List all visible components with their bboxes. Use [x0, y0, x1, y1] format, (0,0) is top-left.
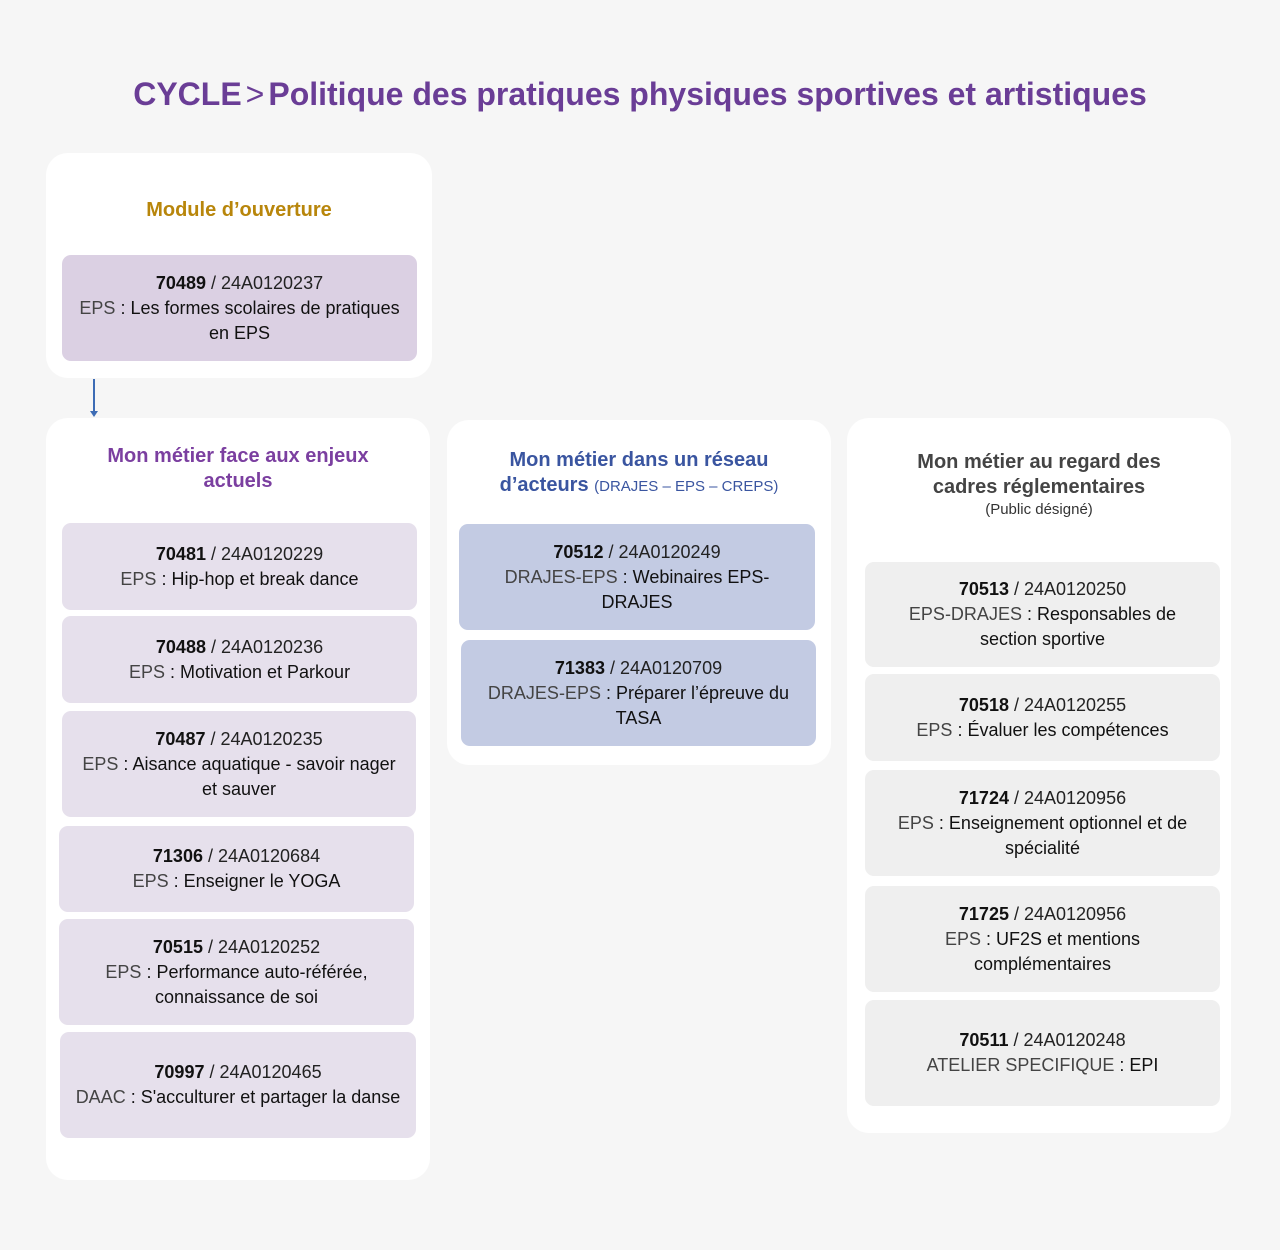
arrow-head-icon	[90, 411, 98, 417]
col1-course-card	[62, 616, 417, 703]
course-reference: 24A0120252	[217, 936, 321, 957]
course-id-line: 71724 / 24A0120956	[958, 787, 1127, 808]
col1-course-card	[62, 711, 416, 817]
course-title-line: DRAJES-EPS : Préparer l’épreuve du TASA	[487, 682, 790, 728]
course-id-line: 70511 / 24A0120248	[959, 1030, 1126, 1050]
course-reference: 24A0120956	[1023, 787, 1127, 808]
col2-course-card	[459, 524, 815, 630]
course-category: DRAJES-EPS	[487, 682, 601, 703]
course-id-line: 70515 / 24A0120252	[152, 936, 321, 957]
col3-course-card	[865, 886, 1220, 992]
course-category: EPS	[897, 812, 934, 833]
course-reference: 24A0120709	[619, 657, 723, 678]
course-code: 71725	[958, 903, 1009, 924]
course-id-line: 71725 / 24A0120956	[958, 903, 1127, 924]
course-id-line: 71306 / 24A0120684	[152, 846, 321, 866]
course-name: Les formes scolaires de pratiques en EPS	[130, 297, 400, 343]
col3-course-card	[865, 674, 1220, 761]
title-separator: >	[245, 76, 265, 112]
course-code: 70997	[154, 1062, 205, 1082]
course-title-line: EPS : Enseigner le YOGA	[132, 871, 341, 891]
course-code: 70512	[553, 541, 604, 562]
col1-course-card	[60, 1032, 416, 1138]
heading-reseau-a: Mon métier	[509, 449, 617, 471]
course-title-line: EPS : Motivation et Parkour	[128, 661, 351, 682]
course-title-line: EPS : UF2S et mentions complémentaires	[944, 928, 1141, 974]
course-name: Préparer l’épreuve du TASA	[615, 682, 790, 728]
course-name: UF2S et mentions complémentaires	[973, 928, 1141, 974]
course-category: EPS	[105, 961, 142, 982]
course-title-line: EPS : Aisance aquatique - savoir nager et sauver	[82, 753, 396, 799]
course-category: EPS-DRAJES	[908, 604, 1022, 624]
course-name: Performance auto-référée, connaissance de soi	[154, 961, 368, 1007]
course-id-line: 70513 / 24A0120250	[958, 579, 1127, 599]
course-id-line: 71383 / 24A0120709	[554, 657, 723, 678]
course-name: Hip-hop et break dance	[171, 568, 359, 589]
course-id-line: 70488 / 24A0120236	[155, 636, 324, 657]
course-category: ATELIER SPECIFIQUE	[926, 1055, 1115, 1075]
course-code: 70481	[155, 543, 206, 564]
heading-reseau-small: (DRAJES – EPS – CREPS)	[594, 478, 779, 495]
course-name: Évaluer les compétences	[967, 719, 1169, 740]
course-title-line: EPS : Évaluer les compétences	[916, 719, 1169, 740]
course-id-line: 70487 / 24A0120235	[155, 728, 323, 749]
page-title	[0, 76, 1280, 113]
arrow-connector	[93, 379, 95, 413]
course-reference: 24A0120684	[217, 846, 321, 866]
course-name: Webinaires EPS-DRAJES	[601, 566, 770, 612]
course-reference: 24A0120465	[219, 1062, 322, 1082]
course-code: 71724	[958, 787, 1009, 808]
course-reference: 24A0120229	[220, 543, 324, 564]
course-code: 70511	[959, 1030, 1009, 1050]
course-category: DRAJES-EPS	[504, 566, 618, 587]
heading-cadres-text: Mon métier au regard des cadres réglementaires	[917, 451, 1161, 498]
course-reference: 24A0120255	[1023, 694, 1127, 715]
course-title-line: DRAJES-EPS : Webinaires EPS-DRAJES	[504, 566, 770, 612]
heading-enjeux-actuels: Mon métier face aux enjeux actuels	[107, 445, 369, 492]
course-reference: 24A0120249	[618, 541, 721, 562]
course-category: EPS	[132, 871, 169, 891]
course-category: EPS	[916, 719, 953, 740]
course-id-line: 70489 / 24A0120237	[155, 272, 324, 293]
course-title-line: EPS : Performance auto-référée, connaissance de soi	[105, 961, 368, 1007]
course-name: EPI	[1129, 1055, 1159, 1075]
course-id-line: 70518 / 24A0120255	[958, 694, 1127, 715]
course-title-line: ATELIER SPECIFIQUE : EPI	[926, 1055, 1159, 1075]
course-name: Motivation et Parkour	[179, 661, 351, 682]
col1-course-card	[59, 919, 414, 1025]
col3-course-card	[865, 562, 1220, 667]
heading-cadres-sub: (Public désigné)	[985, 501, 1093, 518]
course-code: 70487	[155, 728, 206, 749]
course-code: 71306	[152, 846, 203, 866]
course-reference: 24A0120235	[220, 728, 323, 749]
course-name: Enseignement optionnel et de spécialité	[948, 812, 1188, 858]
course-category: EPS	[120, 568, 157, 589]
course-code: 71383	[554, 657, 605, 678]
title-cycle: CYCLE	[133, 76, 242, 112]
course-id-line: 70481 / 24A0120229	[155, 543, 324, 564]
course-category: EPS	[79, 297, 116, 318]
col2-course-card	[461, 640, 816, 746]
course-reference: 24A0120956	[1023, 903, 1127, 924]
course-title-line: EPS : Hip-hop et break dance	[120, 568, 359, 589]
col3-course-card	[865, 770, 1220, 876]
course-category: EPS	[128, 661, 165, 682]
course-code: 70488	[155, 636, 206, 657]
title-text: Politique des pratiques physiques sportives et artistiques	[268, 76, 1147, 112]
course-category: EPS	[944, 928, 981, 949]
course-name: Enseigner le YOGA	[183, 871, 341, 891]
ouverture-course-card	[62, 255, 417, 361]
course-title-line: EPS-DRAJES : Responsables de section sportive	[908, 604, 1177, 649]
course-category: DAAC	[75, 1087, 126, 1107]
course-title-line: DAAC : S'acculturer et partager la danse	[75, 1087, 401, 1107]
course-name: Responsables de section sportive	[979, 604, 1177, 649]
heading-cadres-reglementaires	[847, 450, 1231, 520]
course-reference: 24A0120250	[1023, 579, 1127, 599]
course-code: 70515	[152, 936, 203, 957]
heading-ouverture: Module d’ouverture	[146, 199, 332, 221]
course-category: EPS	[82, 753, 119, 774]
course-code: 70489	[155, 272, 206, 293]
col1-course-card	[59, 826, 414, 912]
course-code: 70518	[958, 694, 1009, 715]
course-reference: 24A0120248	[1023, 1030, 1126, 1050]
course-code: 70513	[958, 579, 1009, 599]
col3-course-card	[865, 1000, 1220, 1106]
col1-course-card	[62, 523, 417, 610]
course-id-line: 70512 / 24A0120249	[553, 541, 721, 562]
course-title-line: EPS : Les formes scolaires de pratiques en EPS	[79, 297, 400, 343]
course-reference: 24A0120236	[220, 636, 324, 657]
course-reference: 24A0120237	[220, 272, 324, 293]
course-title-line: EPS : Enseignement optionnel et de spécialité	[897, 812, 1188, 858]
course-name: S'acculturer et partager la danse	[140, 1087, 401, 1107]
heading-reseau-b: dans un réseau d’acteurs	[499, 449, 769, 496]
course-name: Aisance aquatique - savoir nager et sauver	[132, 753, 396, 799]
heading-reseau-acteurs	[447, 448, 831, 499]
course-id-line: 70997 / 24A0120465	[154, 1062, 322, 1082]
